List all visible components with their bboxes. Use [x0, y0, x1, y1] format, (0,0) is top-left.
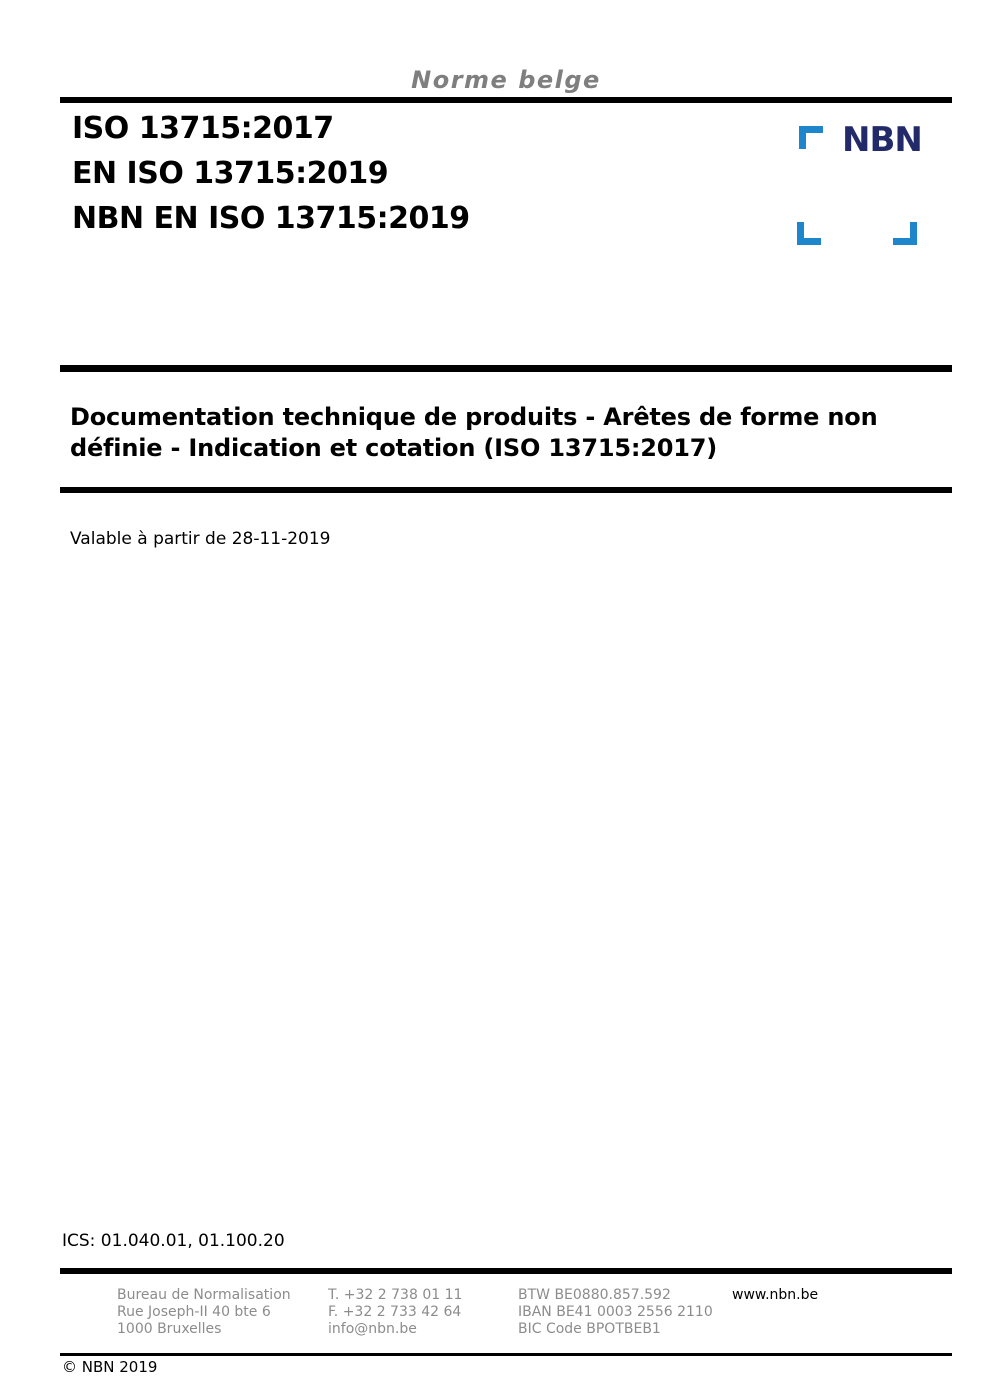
nbn-logo — [790, 118, 925, 253]
footer-address-column — [117, 1287, 291, 1338]
footer-iban: IBAN BE41 0003 2556 2110 — [518, 1304, 713, 1320]
standard-code-en-iso: EN ISO 13715:2019 — [72, 156, 389, 191]
horizontal-rule-above-title — [60, 365, 952, 372]
footer-email: info@nbn.be — [328, 1321, 417, 1337]
footer-org-city: 1000 Bruxelles — [117, 1321, 222, 1337]
validity-date-line: Valable à partir de 28-11-2019 — [70, 529, 331, 549]
logo-corner-bracket-bottom-right-icon — [893, 222, 917, 245]
standard-code-iso: ISO 13715:2017 — [72, 111, 334, 146]
footer-bic-code: BIC Code BPOTBEB1 — [518, 1321, 661, 1337]
nbn-logo-wordmark: NBN — [842, 120, 922, 160]
footer-contact-column — [328, 1287, 462, 1338]
footer-website: www.nbn.be — [732, 1287, 819, 1303]
footer-org-name: Bureau de Normalisation — [117, 1287, 291, 1303]
standard-code-nbn-en-iso: NBN EN ISO 13715:2019 — [72, 201, 470, 236]
document-kind-label: Norme belge — [411, 66, 601, 94]
horizontal-rule-bottom — [60, 1353, 952, 1356]
horizontal-rule-below-title — [60, 487, 952, 493]
footer-vat-number: BTW BE0880.857.592 — [518, 1287, 671, 1303]
logo-corner-bracket-bottom-left-icon — [797, 222, 821, 245]
footer-finance-column — [518, 1287, 713, 1338]
copyright-line: © NBN 2019 — [62, 1358, 158, 1376]
document-title: Documentation technique de produits - Arêtes de forme non définie - Indication et cotation (ISO 13715:2017) — [70, 403, 878, 462]
standard-codes-block — [72, 106, 470, 241]
footer-phone: T. +32 2 738 01 11 — [328, 1287, 463, 1303]
footer-fax: F. +32 2 733 42 64 — [328, 1304, 462, 1320]
ics-classification-line: ICS: 01.040.01, 01.100.20 — [62, 1231, 285, 1251]
horizontal-rule-above-footer — [60, 1268, 952, 1274]
horizontal-rule-top — [60, 97, 952, 103]
logo-corner-bracket-top-left-icon — [799, 126, 823, 149]
footer-org-street: Rue Joseph-II 40 bte 6 — [117, 1304, 271, 1320]
